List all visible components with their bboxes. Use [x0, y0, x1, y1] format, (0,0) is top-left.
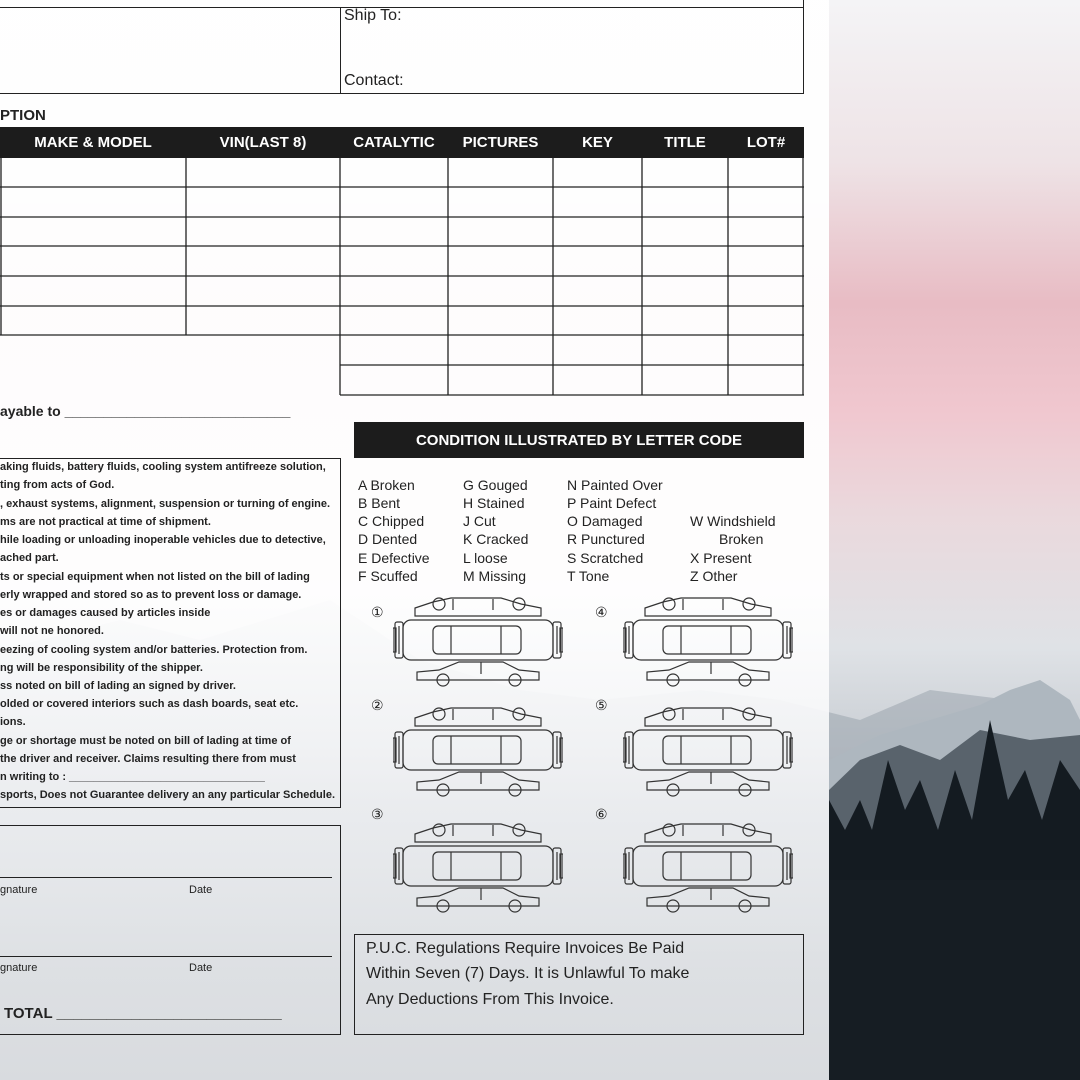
col-make-model: MAKE & MODEL	[34, 134, 152, 151]
car-diagram-6[interactable]	[623, 822, 793, 918]
col-title: TITLE	[664, 134, 706, 151]
car-diagram-5[interactable]	[623, 706, 793, 802]
car-diagram-4[interactable]	[623, 596, 793, 692]
ship-to-label: Ship To:	[344, 7, 402, 24]
term-line: ts or special equipment when not listed on the bill of lading	[0, 571, 310, 583]
term-line: es or damages caused by articles inside	[0, 607, 211, 619]
term-line: n writing to : ________________________________	[0, 771, 265, 783]
term-line: aking fluids, battery fluids, cooling system antifreeze solution,	[0, 461, 326, 473]
code-item: K Cracked	[463, 531, 529, 547]
code-item: M Missing	[463, 568, 527, 584]
term-line: will not ne honored.	[0, 625, 104, 637]
puc-line-2: Within Seven (7) Days. It is Unlawful To make	[366, 965, 690, 982]
code-item: X Present	[690, 550, 752, 566]
date-label-1: Date	[189, 884, 213, 896]
term-line: ached part.	[0, 552, 59, 564]
total-line: TOTAL ___________________________	[4, 1005, 282, 1022]
code-item: F Scuffed	[358, 568, 418, 584]
code-item: N Painted Over	[567, 477, 663, 493]
signature-box	[0, 825, 341, 1035]
term-line: olded or covered interiors such as dash boards, seat etc.	[0, 698, 299, 710]
term-line: erly wrapped and stored so as to prevent loss or damage.	[0, 589, 302, 601]
code-item: C Chipped	[358, 513, 425, 529]
car-diagram-2[interactable]	[393, 706, 563, 802]
code-item: W Windshield	[690, 513, 776, 529]
code-item: Broken	[719, 531, 764, 547]
code-item: H Stained	[463, 495, 525, 511]
signature-label-1: gnature	[0, 884, 38, 896]
term-line: eezing of cooling system and/or batteries. Protection from.	[0, 644, 308, 656]
col-lot: LOT#	[746, 134, 786, 151]
term-line: , exhaust systems, alignment, suspension or turning of engine.	[0, 498, 331, 510]
code-item: P Paint Defect	[567, 495, 657, 511]
diagram-number-1: ①	[371, 604, 384, 620]
condition-title: CONDITION ILLUSTRATED BY LETTER CODE	[354, 422, 804, 458]
term-line: ting from acts of God.	[0, 479, 115, 491]
code-item: O Damaged	[567, 513, 643, 529]
car-diagram-1[interactable]	[393, 596, 563, 692]
term-line: ss noted on bill of lading an signed by driver.	[0, 680, 236, 692]
term-line: ng will be responsibility of the shipper.	[0, 662, 203, 674]
terms-list	[0, 461, 338, 806]
code-item: L loose	[463, 550, 508, 566]
code-item: R Punctured	[567, 531, 645, 547]
term-line: hile loading or unloading inoperable vehicles due to detective,	[0, 534, 326, 546]
term-line: ge or shortage must be noted on bill of lading at time of	[0, 735, 291, 747]
diagram-number-5: ⑤	[595, 697, 608, 713]
term-line: ions.	[0, 716, 26, 728]
date-label-2: Date	[189, 962, 213, 974]
vehicle-table-grid	[0, 0, 829, 400]
puc-line-3: Any Deductions From This Invoice.	[366, 991, 614, 1008]
contact-label: Contact:	[344, 72, 404, 89]
code-item: E Defective	[358, 550, 430, 566]
puc-line-1: P.U.C. Regulations Require Invoices Be Paid	[366, 940, 685, 957]
term-line: ms are not practical at time of shipment.	[0, 516, 211, 528]
code-item: T Tone	[567, 568, 610, 584]
signature-line-2	[0, 956, 332, 957]
diagram-number-3: ③	[371, 806, 384, 822]
code-item: A Broken	[358, 477, 415, 493]
signature-line-1	[0, 877, 332, 878]
col-vin: VIN(LAST 8)	[219, 134, 307, 151]
term-line: sports, Does not Guarantee delivery an any particular Schedule.	[0, 789, 335, 801]
vehicle-section-title: PTION	[0, 107, 46, 124]
col-pictures: PICTURES	[462, 134, 539, 151]
code-item: G Gouged	[463, 477, 528, 493]
term-line: the driver and receiver. Claims resulting there from must	[0, 753, 296, 765]
col-key: KEY	[582, 134, 613, 151]
code-item: J Cut	[463, 513, 496, 529]
diagram-number-2: ②	[371, 697, 384, 713]
car-diagram-3[interactable]	[393, 822, 563, 918]
diagram-number-6: ⑥	[595, 806, 608, 822]
code-item: D Dented	[358, 531, 418, 547]
diagram-number-4: ④	[595, 604, 608, 620]
code-item: B Bent	[358, 495, 401, 511]
signature-label-2: gnature	[0, 962, 38, 974]
col-catalytic: CATALYTIC	[353, 134, 435, 151]
payable-to-line: ayable to _____________________________	[0, 403, 291, 419]
code-item: S Scratched	[567, 550, 644, 566]
code-item: Z Other	[690, 568, 738, 584]
